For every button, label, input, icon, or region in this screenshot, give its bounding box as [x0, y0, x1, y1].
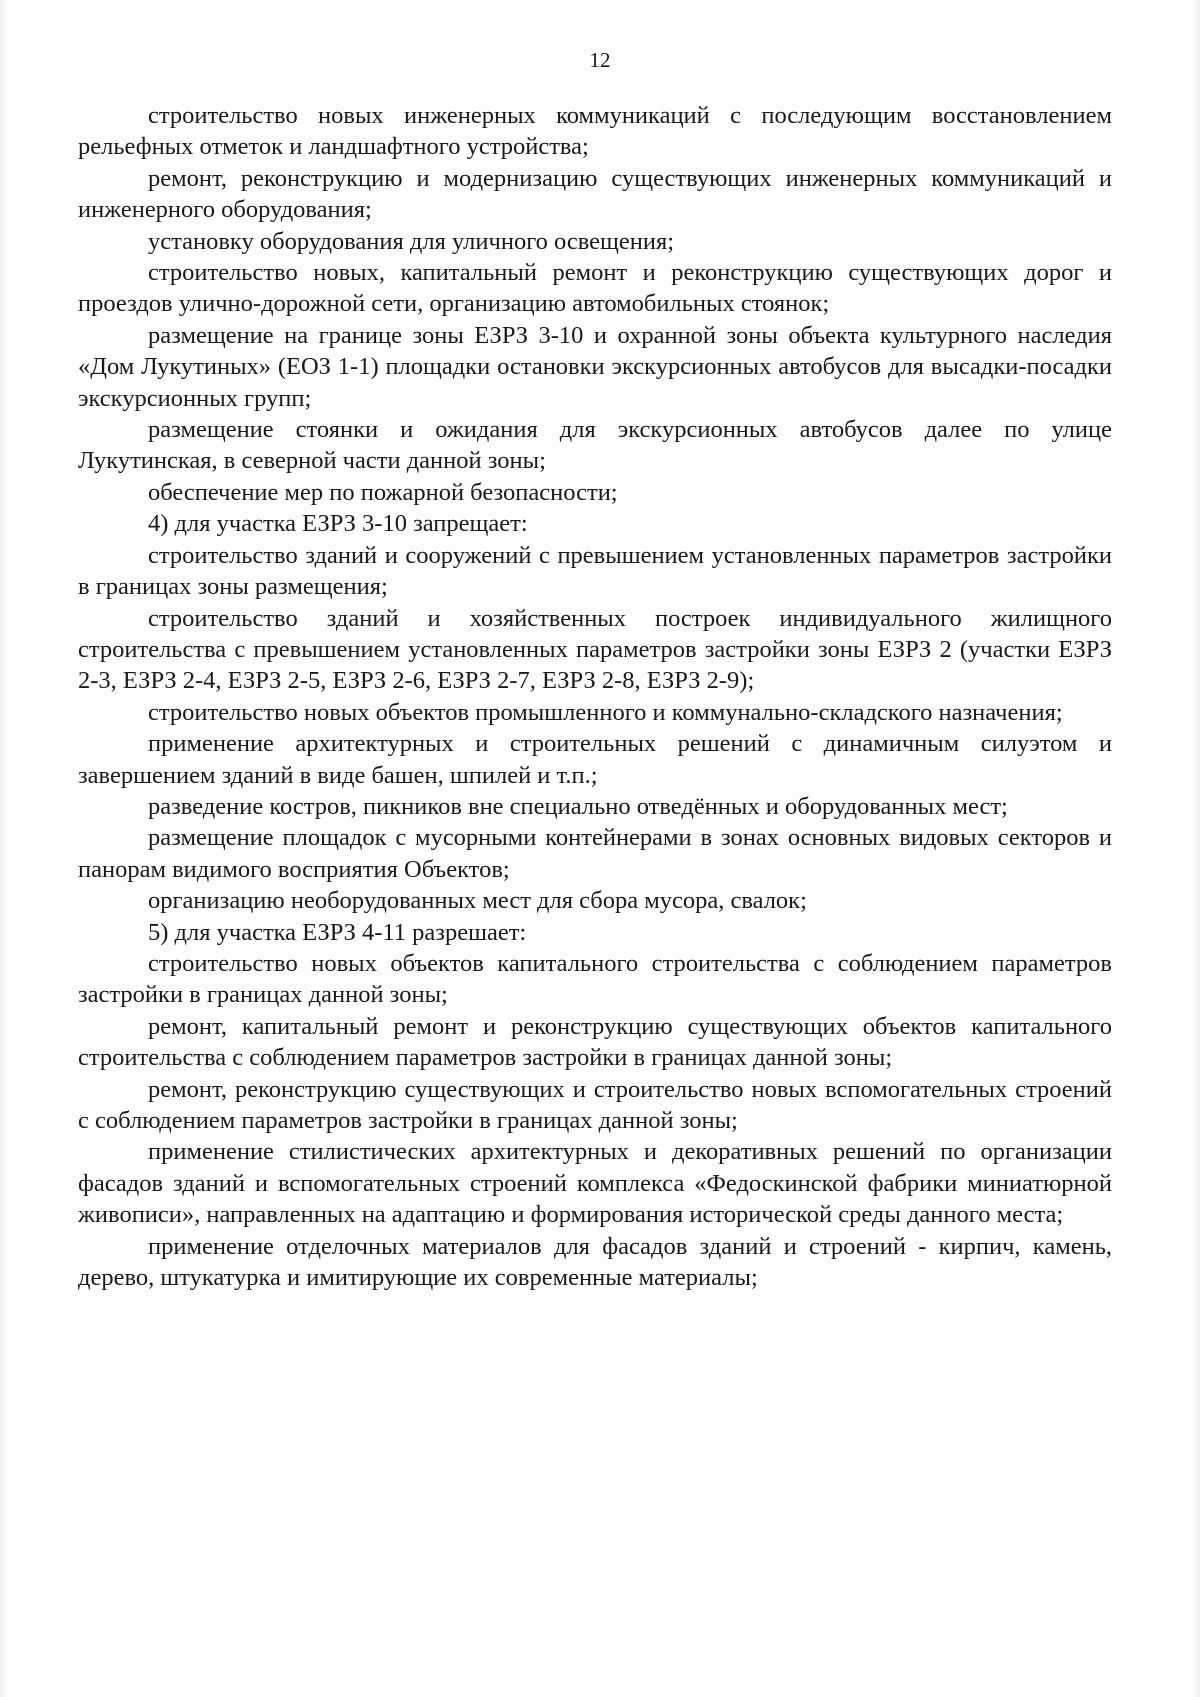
paragraph: применение отделочных материалов для фасадов зданий и строений - кирпич, камень, дерево, штукатурка и имитирующие их современные материалы; — [78, 1232, 1112, 1292]
paragraph: размещение стоянки и ожидания для экскурсионных автобусов далее по улице Лукутинская, в северной части данной зоны; — [78, 416, 1112, 475]
scan-edge-left — [0, 0, 6, 1697]
paragraph: организацию необорудованных мест для сбора мусора, свалок; — [148, 887, 807, 915]
paragraph: строительство новых, капитальный ремонт и реконструкцию существующих дорог и проездов улично-дорожной сети, организацию автомобильных стоянок; — [78, 259, 1112, 318]
paragraph: размещение на границе зоны ЕЗРЗ 3-10 и охранной зоны объекта культурного наследия «Дом Лукутиных» (ЕОЗ 1-1) площадки остановки экскурсионных автобусов для высадки-посадки экскурсионных групп; — [78, 321, 1112, 412]
page-number: 12 — [589, 48, 611, 72]
paragraph: строительство зданий и сооружений с превышением установленных параметров застройки в границах зоны размещения; — [78, 541, 1112, 601]
paragraph: строительство зданий и хозяйственных построек индивидуального жилищного строительства с превышением установленных параметров застройки зоны ЕЗРЗ 2 (участки ЕЗРЗ 2-3, ЕЗРЗ 2-4, ЕЗРЗ 2-5, ЕЗРЗ 2-6, ЕЗРЗ 2-7, ЕЗРЗ 2-8, ЕЗРЗ 2-9); — [78, 604, 1112, 695]
paragraph: применение архитектурных и строительных решений с динамичным силуэтом и завершением зданий в виде башен, шпилей и т.п.; — [78, 730, 1112, 789]
paragraph: применение стилистических архитектурных и декоративных решений по организации фасадов зданий и вспомогательных строений комплекса «Федоскинской фабрики миниатюрной живописи», направленных на адаптацию и формирования исторической среды данного места; — [78, 1138, 1112, 1229]
paragraph: строительство новых инженерных коммуникаций с последующим восстановлением рельефных отметок и ландшафтного устройства; — [78, 102, 1112, 161]
paragraph: ремонт, реконструкцию и модернизацию существующих инженерных коммуникаций и инженерного оборудования; — [78, 164, 1112, 224]
list-heading: 4) для участка ЕЗРЗ 3-10 запрещает: — [148, 510, 528, 538]
paragraph: разведение костров, пикников вне специально отведённых и оборудованных мест; — [148, 792, 1008, 820]
paragraph: размещение площадок с мусорными контейнерами в зонах основных видовых секторов и панорам видимого восприятия Объектов; — [78, 824, 1112, 883]
paragraph: установку оборудования для уличного освещения; — [148, 227, 675, 255]
paragraph: ремонт, реконструкцию существующих и строительство новых вспомогательных строений с соблюдением параметров застройки в границах данной зоны; — [78, 1075, 1112, 1134]
document-body — [78, 100, 1112, 1293]
paragraph: строительство новых объектов капитального строительства с соблюдением параметров застройки в границах данной зоны; — [78, 949, 1112, 1009]
list-heading: 5) для участка ЕЗРЗ 4-11 разрешает: — [148, 918, 527, 946]
paragraph: обеспечение мер по пожарной безопасности; — [148, 478, 618, 506]
paragraph: строительство новых объектов промышленного и коммунально-складского назначения; — [148, 698, 1063, 726]
paragraph: ремонт, капитальный ремонт и реконструкцию существующих объектов капитального строительства с соблюдением параметров застройки в границах данной зоны; — [78, 1012, 1112, 1072]
scan-edge-right — [1194, 0, 1200, 1697]
